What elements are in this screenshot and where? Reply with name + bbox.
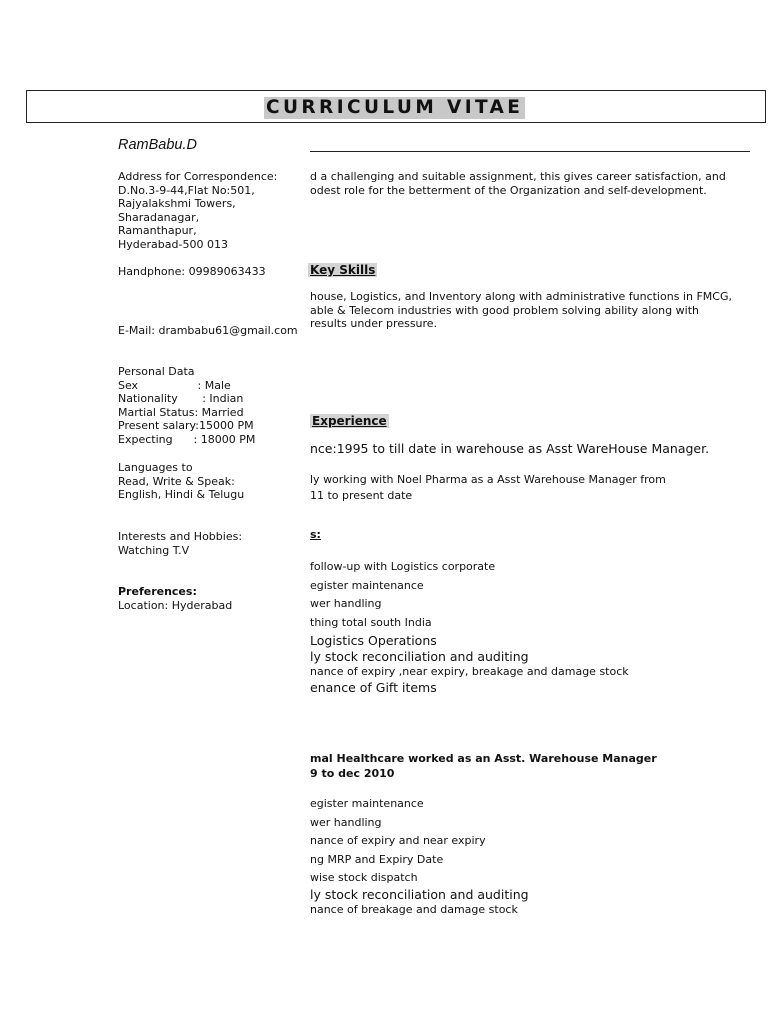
personal-data-line: Nationality : Indian <box>118 392 244 406</box>
preferences-location: Location: Hyderabad <box>118 598 233 612</box>
duty-item: wer handling <box>310 597 382 610</box>
duty-item: egister maintenance <box>310 797 424 810</box>
address-block <box>118 170 277 252</box>
interests-block <box>118 530 242 557</box>
previous-job-line: mal Healthcare worked as an Asst. Warehouse Manager <box>310 752 657 765</box>
key-skills-text <box>310 290 750 331</box>
languages-line: English, Hindi & Telugu <box>118 488 245 502</box>
address-line: Hyderabad-500 013 <box>118 237 228 251</box>
personal-data-line: Expecting : 18000 PM <box>118 432 256 446</box>
personal-data-line: Martial Status: Married <box>118 405 244 419</box>
duty-item: follow-up with Logistics corporate <box>310 560 496 573</box>
key-skills-line: results under pressure. <box>310 317 438 331</box>
email: E-Mail: drambabu61@gmail.com <box>118 324 298 337</box>
key-skills-line: house, Logistics, and Inventory along with administrative functions in FMCG, <box>310 290 732 303</box>
duty-item: Logistics Operations <box>310 632 437 648</box>
address-line: D.No.3-9-44,Flat No:501, <box>118 183 255 197</box>
key-skills-heading-label: Key Skills <box>310 263 376 277</box>
duty-item: wer handling <box>310 815 382 829</box>
previous-job <box>310 751 657 781</box>
address-line: Ramanthapur, <box>118 224 197 238</box>
current-job-line: 11 to present date <box>310 488 413 502</box>
duty-item: nance of expiry and near expiry <box>310 834 486 847</box>
duty-item: egister maintenance <box>310 578 424 592</box>
duty-item: ly stock reconciliation and auditing <box>310 886 529 902</box>
personal-data-line: Personal Data <box>118 365 195 378</box>
current-job-line: ly working with Noel Pharma as a Asst Warehouse Manager from <box>310 473 666 486</box>
preferences-heading: Preferences: <box>118 585 197 598</box>
key-skills-line: able & Telecom industries with good problem solving ability along with <box>310 303 699 317</box>
objective-text <box>310 170 750 197</box>
key-skills-heading <box>308 259 377 278</box>
interests-line: Watching T.V <box>118 543 190 557</box>
personal-data-line: Present salary:15000 PM <box>118 419 254 433</box>
address-line: Sharadanagar, <box>118 210 200 224</box>
personal-data-block <box>118 365 255 447</box>
document-title: CURRICULUM VITAE <box>266 97 524 118</box>
handphone: Handphone: 09989063433 <box>118 265 266 278</box>
experience-heading <box>310 410 389 429</box>
roles-heading: s: <box>310 528 321 541</box>
languages-line: Read, Write & Speak: <box>118 474 235 488</box>
duty-item: ly stock reconciliation and auditing <box>310 648 529 664</box>
duty-item: enance of Gift items <box>310 680 437 695</box>
address-line: Rajyalakshmi Towers, <box>118 197 236 211</box>
address-line: Address for Correspondence: <box>118 170 278 183</box>
duty-item: wise stock dispatch <box>310 870 418 884</box>
languages-block <box>118 461 244 502</box>
duty-item: thing total south India <box>310 615 432 629</box>
objective-line: d a challenging and suitable assignment, this gives career satisfaction, and <box>310 170 726 183</box>
duty-item: nance of expiry ,near expiry, breakage and damage stock <box>310 664 629 678</box>
interests-line: Interests and Hobbies: <box>118 530 243 543</box>
current-job <box>310 472 666 503</box>
duty-item: ng MRP and Expiry Date <box>310 852 444 866</box>
duty-item: nance of breakage and damage stock <box>310 902 518 916</box>
objective-line: odest role for the betterment of the Organization and self-development. <box>310 183 707 197</box>
preferences-block <box>118 585 232 612</box>
experience-heading-label: Experience <box>312 414 387 428</box>
languages-line: Languages to <box>118 461 193 474</box>
experience-summary: nce:1995 to till date in warehouse as Asst WareHouse Manager. <box>310 441 710 456</box>
previous-job-line: 9 to dec 2010 <box>310 767 395 780</box>
personal-data-line: Sex : Male <box>118 378 231 392</box>
header-divider <box>310 151 750 152</box>
candidate-name: RamBabu.D <box>118 137 197 153</box>
